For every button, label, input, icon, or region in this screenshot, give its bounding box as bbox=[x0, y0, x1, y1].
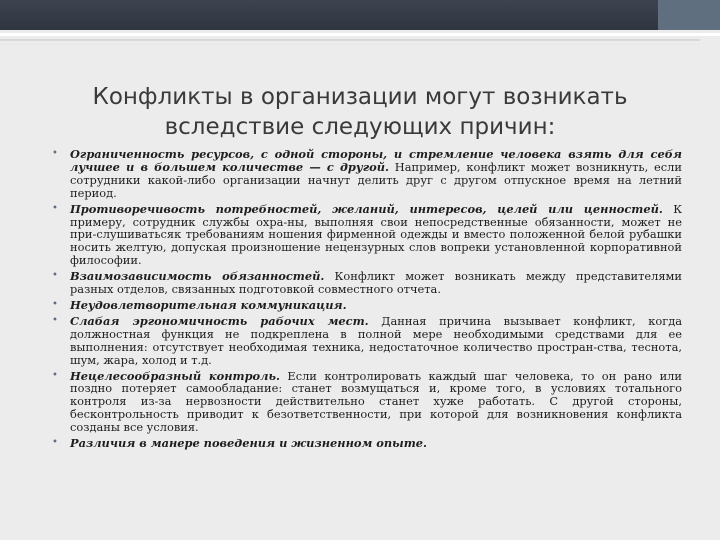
bullet-icon: • bbox=[52, 270, 58, 282]
item-term: Взаимозависимость обязанностей. bbox=[70, 269, 325, 284]
item-term: Неудовлетворительная коммуникация. bbox=[70, 297, 347, 312]
bullet-icon: • bbox=[52, 369, 58, 381]
item-text: Данная причина вызывает конфликт, когда должностная функция не подкреплена в полной мере необходимыми средствами для ее выполнения: отсутствует необходимая техника, недостаточное количество простран-ства, теснота, шум, жара, холод и т.д. bbox=[70, 313, 682, 367]
list-item bbox=[52, 315, 682, 367]
decor-stripe bbox=[0, 44, 700, 45]
top-banner-accent bbox=[658, 0, 720, 30]
item-text: Конфликт может возникать между представителями разных отделов, связанных подготовкой совместного отчета. bbox=[70, 269, 682, 297]
cause-list bbox=[52, 148, 682, 450]
list-item bbox=[52, 437, 682, 450]
bullet-icon: • bbox=[52, 298, 58, 310]
item-text: Если контролировать каждый шаг человека, то он рано или поздно потеряет самообладание: станет возмущаться и, кроме того, в условиях тотального контроля из-за нервозности действительно станет хуже работать. С другой стороны, бесконтрольность приводит к безответственности, при которой для возникновения конфликта созданы все условия. bbox=[70, 368, 682, 435]
slide-title: Конфликты в организации могут возникать вследствие следующих причин: bbox=[92, 84, 628, 140]
bullet-icon: • bbox=[52, 202, 58, 214]
list-item bbox=[52, 148, 682, 200]
list-item bbox=[52, 370, 682, 435]
bullet-icon: • bbox=[52, 314, 58, 326]
top-banner bbox=[0, 0, 720, 30]
bullet-icon: • bbox=[52, 148, 58, 159]
item-text: Например, конфликт может возникнуть, если сотрудники какой-либо организации начнут делить друг с другом отпускное время на летний период. bbox=[70, 159, 682, 200]
item-term: Противоречивость потребностей, желаний, интересов, целей или ценностей. bbox=[70, 201, 663, 216]
item-text: К примеру, сотрудник службы охра-ны, выполняя свои непосредственные обязанности, может не при-слушиватьсяк требованиям ношения фирменной одежды и вместо положенной белой рубашки носить желтую, допуская произношение нецензурных слов вопреки установленной корпоративной философии. bbox=[70, 201, 683, 268]
item-term: Ограниченность ресурсов, с одной стороны, и стремление человека взять для себя лучшее и в большем количестве — с другой. bbox=[70, 147, 682, 174]
list-item bbox=[52, 270, 682, 296]
decor-stripe bbox=[0, 33, 720, 36]
item-term: Нецелесообразный контроль. bbox=[70, 368, 280, 383]
decor-stripe bbox=[0, 39, 700, 41]
bullet-icon: • bbox=[52, 437, 58, 449]
slide-content bbox=[52, 148, 682, 453]
item-term: Различия в манере поведения и жизненном опыте. bbox=[70, 436, 428, 451]
list-item bbox=[52, 299, 682, 312]
list-item bbox=[52, 203, 682, 268]
item-term: Слабая эргономичность рабочих мест. bbox=[70, 313, 369, 328]
